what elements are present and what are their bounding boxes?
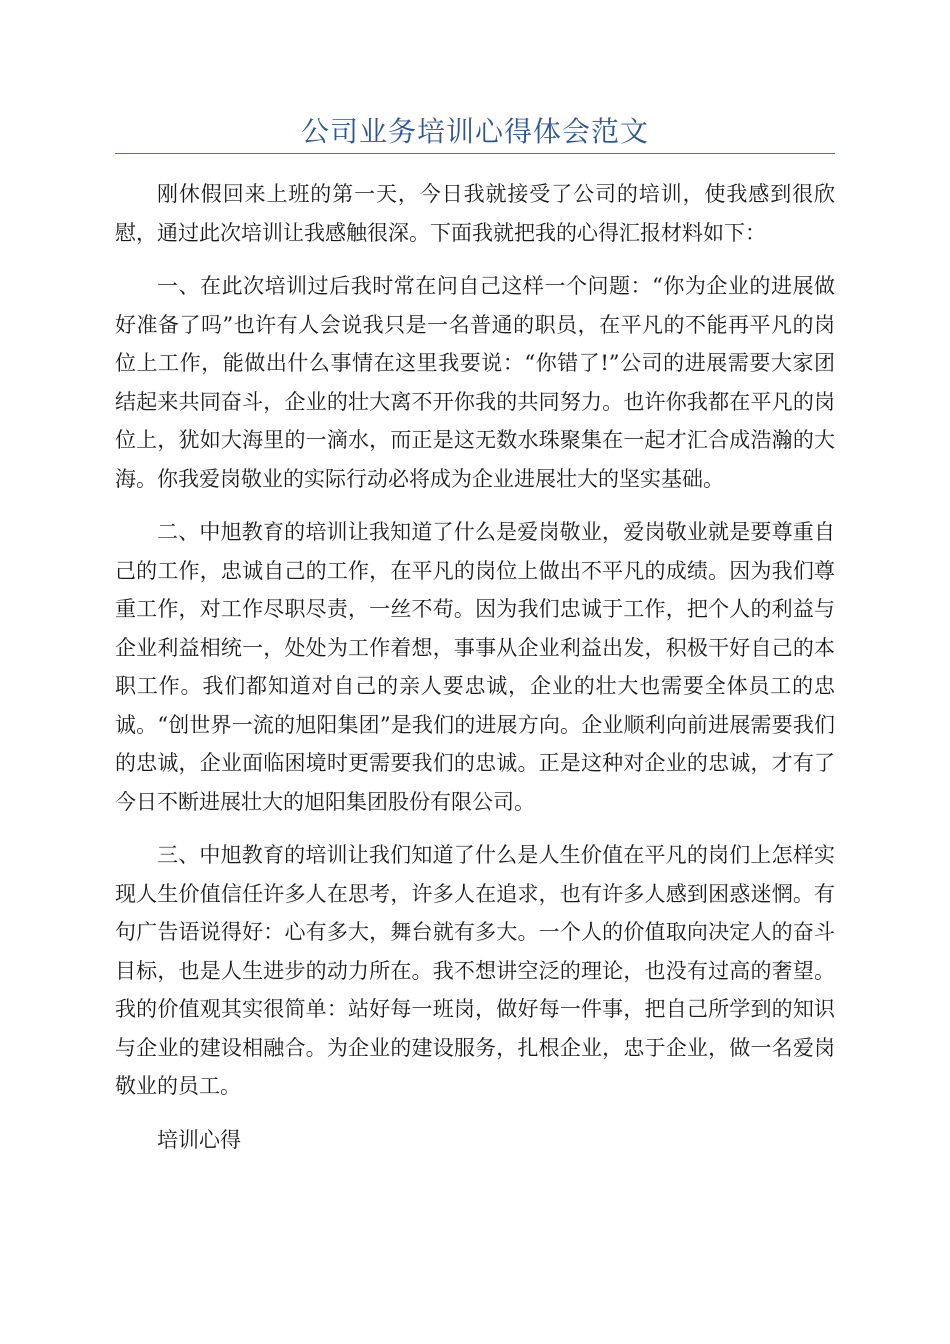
paragraph-three: 三、中旭教育的培训让我们知道了什么是人生价值在平凡的岗们上怎样实现人生价值信任许多人在思考，许多人在追求，也有许多人感到困惑迷惘。有句广告语说得好：心有多大，舞台就有多大。一个人的价值取向决定人的奋斗目标，也是人生进步的动力所在。我不想讲空泛的理论，也没有过高的奢望。我的价值观其实很简单：站好每一班岗，做好每一件事，把自己所学到的知识与企业的建设相融合。为企业的建设服务，扎根企业，忠于企业，做一名爱岗敬业的员工。 <box>115 843 835 1098</box>
paragraph-two: 二、中旭教育的培训让我知道了什么是爱岗敬业，爱岗敬业就是要尊重自己的工作，忠诚自己的工作，在平凡的岗位上做出不平凡的成绩。因为我们尊重工作，对工作尽职尽责，一丝不苟。因为我们忠诚于工作，把个人的利益与企业利益相统一，处处为工作着想，事事从企业利益出发，积极干好自己的本职工作。我们都知道对自己的亲人要忠诚，企业的壮大也需要全体员工的忠诚。“创世界一流的旭阳集团”是我们的进展方向。企业顺利向前进展需要我们的忠诚，企业面临困境时更需要我们的忠诚。正是这种对企业的忠诚，才有了今日不断进展壮大的旭阳集团股份有限公司。 <box>115 520 835 814</box>
section-heading-training-notes: 培训心得 <box>157 1127 241 1152</box>
document-body <box>115 175 835 1159</box>
paragraph-intro: 刚休假回来上班的第一天，今日我就接受了公司的培训，使我感到很欣慰，通过此次培训让我感触很深。下面我就把我的心得汇报材料如下： <box>115 182 835 245</box>
document-title: 公司业务培训心得体会范文 <box>300 115 649 148</box>
paragraph-one: 一、在此次培训过后我时常在问自己这样一个问题：“你为企业的进展做好准备了吗”也许有人会说我只是一名普通的职员，在平凡的不能再平凡的岗位上工作，能做出什么事情在这里我要说：“你错了!”公司的进展需要大家团结起来共同奋斗，企业的壮大离不开你我的共同努力。也许你我都在平凡的岗位上，犹如大海里的一滴水，而正是这无数水珠聚集在一起才汇合成浩瀚的大海。你我爱岗敬业的实际行动必将成为企业进展壮大的坚实基础。 <box>115 274 835 491</box>
title-underline <box>115 153 835 154</box>
